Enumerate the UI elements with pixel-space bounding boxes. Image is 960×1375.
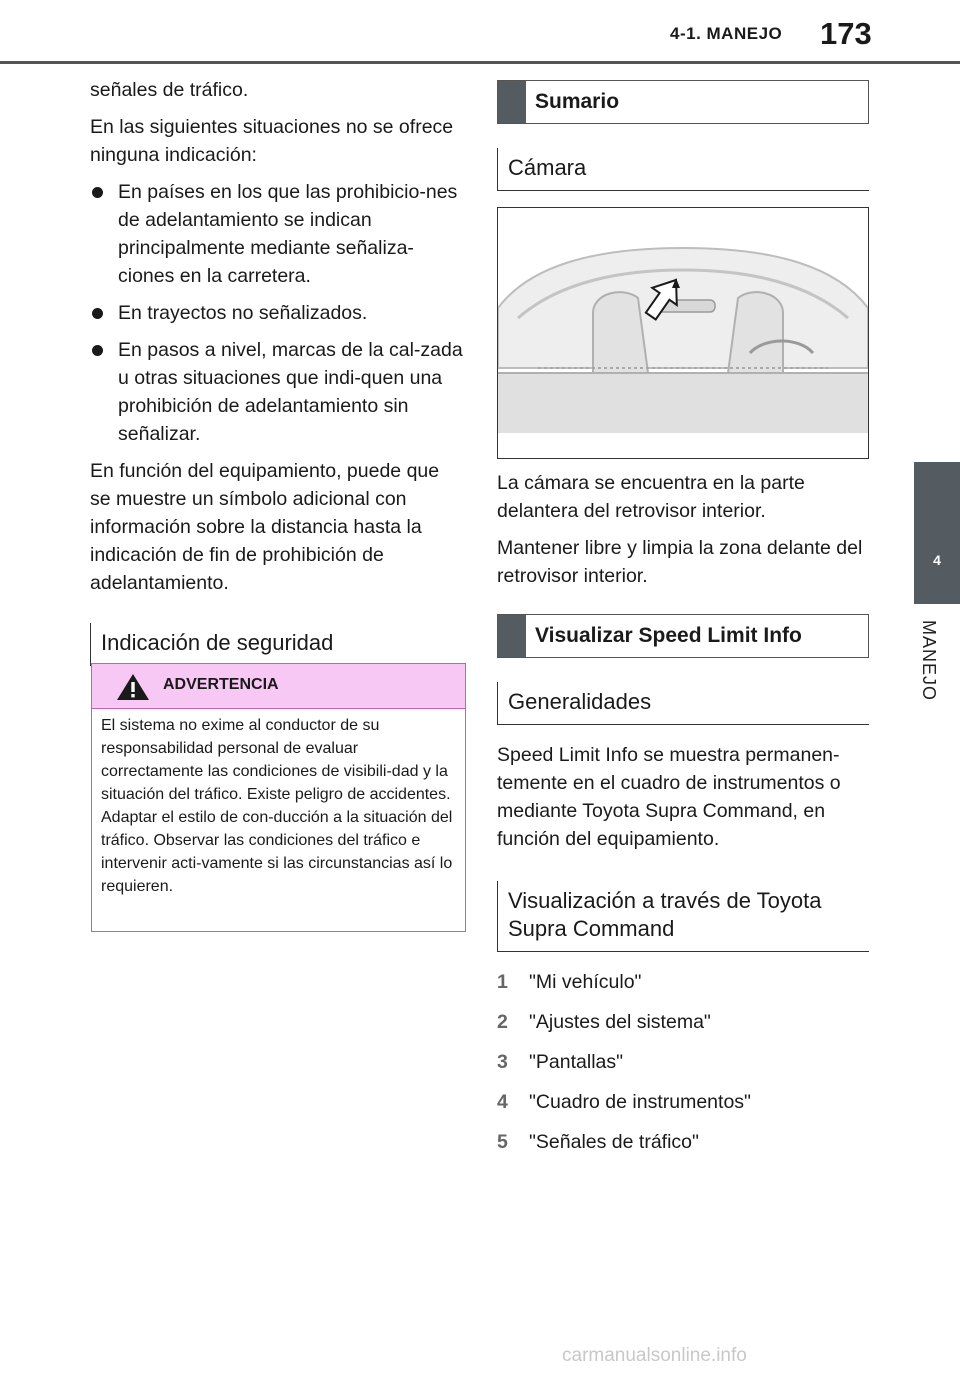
list-item-text: En pasos a nivel, marcas de la cal-zada u otras situaciones que indi-quen una prohibición de adelantamiento sin señalizar.	[118, 339, 463, 445]
step-text: "Pantallas"	[529, 1051, 624, 1073]
paragraph: señales de tráfico.	[90, 79, 249, 101]
camera-illustration	[497, 207, 869, 459]
warning-text: El sistema no exime al conductor de su responsabilidad personal de evaluar correctamente las condiciones de visibili-dad y la situación del tráfico. Existe peligro de accidentes. Adaptar el estilo de con-ducción a la situación del tráfico. Observar las condiciones del tráfico e intervenir acti-vamente si las circunstancias así lo requieren.	[101, 717, 453, 895]
step-text: "Señales de tráfico"	[529, 1131, 699, 1153]
step-number: 4	[497, 1091, 508, 1113]
list-item	[497, 1088, 869, 1116]
list-item	[90, 299, 464, 327]
subheading-general: Generalidades	[497, 682, 869, 725]
paragraph: La cámara se encuentra en la parte delantera del retrovisor interior.	[497, 472, 805, 522]
header-rule	[0, 61, 960, 64]
bullet-list	[90, 178, 464, 448]
step-text: "Cuadro de instrumentos"	[529, 1091, 751, 1113]
list-item	[497, 968, 869, 996]
chapter-number: 4	[933, 552, 941, 568]
section-bar	[498, 81, 526, 123]
warning-box	[91, 663, 466, 932]
paragraph: Speed Limit Info se muestra permanen-temente en el cuadro de instrumentos o mediante Toyota Supra Command, en función del equipamiento.	[497, 744, 841, 850]
step-text: "Ajustes del sistema"	[529, 1011, 711, 1033]
warning-title: ADVERTENCIA	[163, 676, 279, 693]
list-item	[90, 178, 464, 290]
section-heading-summary	[497, 80, 869, 124]
list-item	[497, 1128, 869, 1156]
paragraph: En las siguientes situaciones no se ofrece ninguna indicación:	[90, 116, 454, 166]
step-number: 1	[497, 971, 508, 993]
step-text: "Mi vehículo"	[529, 971, 642, 993]
section-heading-speed-limit	[497, 614, 869, 658]
left-column	[90, 76, 464, 682]
watermark: carmanualsonline.info	[562, 1345, 747, 1366]
list-item-text: En trayectos no señalizados.	[118, 302, 368, 324]
steps-list	[497, 968, 869, 1156]
step-number: 2	[497, 1011, 508, 1033]
bullet-icon	[92, 187, 103, 198]
paragraph: Mantener libre y limpia la zona delante del retrovisor interior.	[497, 537, 863, 587]
section-title: Visualizar Speed Limit Info	[535, 624, 802, 647]
step-number: 5	[497, 1131, 508, 1153]
section-title: Sumario	[535, 90, 620, 113]
step-number: 3	[497, 1051, 508, 1073]
warning-triangle-icon	[116, 673, 150, 706]
list-item	[497, 1048, 869, 1076]
page-number: 173	[820, 16, 872, 51]
section-header: 4-1. MANEJO	[670, 24, 783, 43]
section-bar	[498, 615, 526, 657]
bullet-icon	[92, 345, 103, 356]
list-item	[90, 336, 464, 448]
right-column	[497, 76, 869, 1168]
warning-header	[92, 664, 465, 709]
paragraph: En función del equipamiento, puede que se muestre un símbolo adicional con información sobre la distancia hasta la indicación de fin de prohibición de adelantamiento.	[90, 460, 440, 594]
list-item-text: En países en los que las prohibicio-nes de adelantamiento se indican principalmente mediante señaliza-ciones en la carretera.	[118, 181, 458, 287]
subheading-safety: Indicación de seguridad	[90, 623, 464, 666]
chapter-tab	[914, 462, 960, 604]
subheading-supra-command: Visualización a través de Toyota Supra Command	[497, 881, 869, 952]
list-item	[497, 1008, 869, 1036]
subheading-camera: Cámara	[497, 148, 869, 191]
chapter-label: MANEJO	[919, 620, 939, 702]
bullet-icon	[92, 308, 103, 319]
